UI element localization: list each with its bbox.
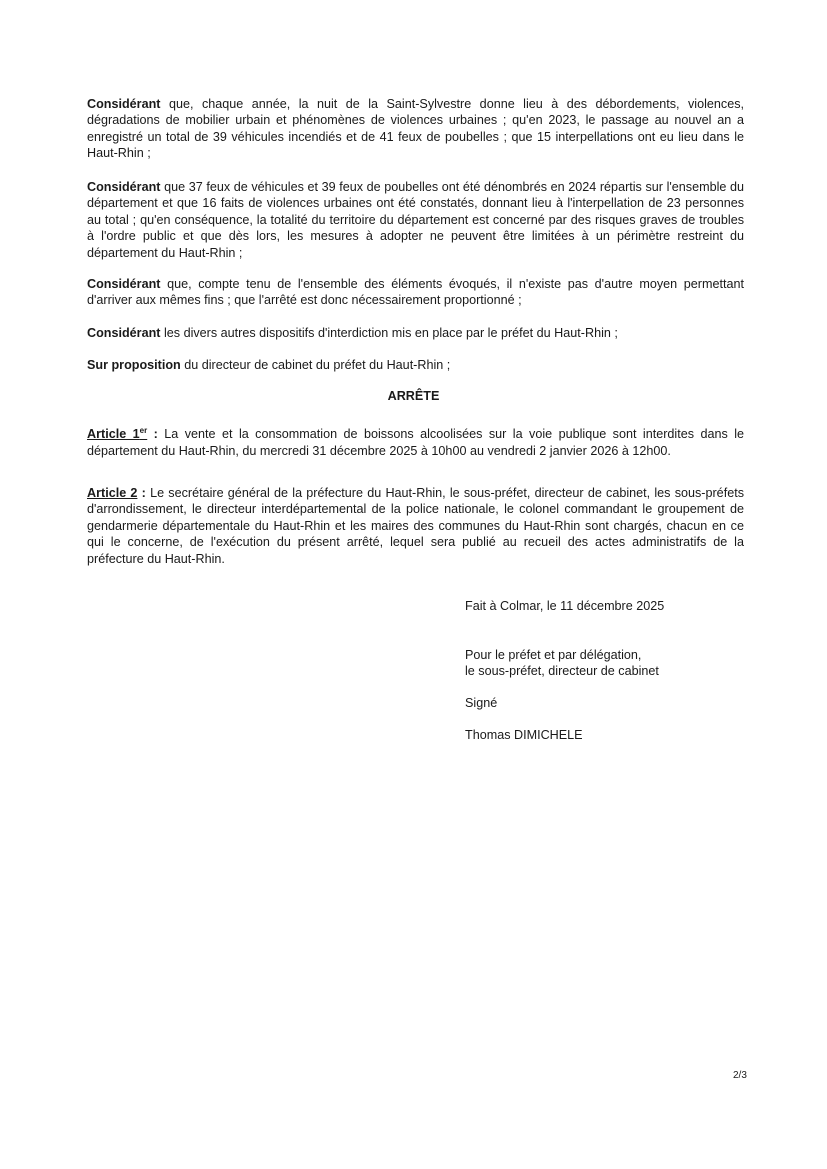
article-text: Le secrétaire général de la préfecture du Haut-Rhin, le sous-préfet, directeur de cabinet, les sous-préfets d'arrondissement, le directeur interdépartemental de la police nationale, le colonel commandant le groupement de gendarmerie départementale du Haut-Rhin et les maires des communes du Haut-Rhin sont chargés, chacun en ce qui le concerne, de l'exécution du présent arrêté, lequel sera publié au recueil des actes administratifs de la préfecture du Haut-Rhin. <box>87 486 744 566</box>
lead: Considérant <box>87 277 161 291</box>
paragraph-text: que, chaque année, la nuit de la Saint-Sylvestre donne lieu à des débordements, violences, dégradations de mobilier urbain et phénomènes de violences urbaines ; qu'en 2023, le passage au nouvel an a enregistré un total de 39 véhicules incendiés et de 41 feux de poubelles ; que 15 interpellations ont eu lieu dans le Haut-Rhin ; <box>87 97 744 161</box>
lead: Considérant <box>87 97 161 111</box>
separator: : <box>147 427 165 442</box>
separator: : <box>137 486 151 500</box>
paragraph-text: les divers autres dispositifs d'interdiction mis en place par le préfet du Haut-Rhin ; <box>160 326 618 340</box>
paragraph-text: du directeur de cabinet du préfet du Haut-Rhin ; <box>180 358 451 372</box>
lead: Considérant <box>87 180 161 194</box>
place-date: Fait à Colmar, le 11 décembre 2025 <box>465 599 665 613</box>
article-text: La vente et la consommation de boissons alcoolisées sur la voie publique sont interdites dans le département du Haut-Rhin, du mercredi 31 décembre 2025 à 10h00 au vendredi 2 janvier 2026 à 12h00. <box>87 427 744 458</box>
considerant-paragraph <box>87 96 744 162</box>
considerant-paragraph <box>87 325 744 341</box>
lead: Sur proposition <box>87 358 181 372</box>
page-number: 2/3 <box>733 1070 747 1081</box>
article-1 <box>87 423 744 459</box>
delegation-line-1: Pour le préfet et par délégation, <box>465 648 642 662</box>
article-label: Article 2 <box>87 486 138 500</box>
paragraph-text: que 37 feux de véhicules et 39 feux de poubelles ont été dénombrés en 2024 répartis sur l'ensemble du département et que 16 faits de violences urbaines ont été constatés, donnant lieu à l'interpellation de 23 personnes au total ; qu'en conséquence, la totalité du territoire du département est concerné par des risques graves de troubles à l'ordre public et que dès lors, les mesures à adopter ne peuvent être limitées à un périmètre restreint du département du Haut-Rhin ; <box>87 180 744 260</box>
paragraph-text: que, compte tenu de l'ensemble des éléments évoqués, il n'existe pas d'autre moyen permettant d'arriver aux mêmes fins ; que l'arrêté est donc nécessairement proportionné ; <box>87 277 744 308</box>
signatory-name: Thomas DIMICHELE <box>465 728 583 742</box>
decree-title: ARRÊTE <box>387 389 440 403</box>
lead: Considérant <box>87 326 161 340</box>
article-label: Article 1er <box>87 426 148 442</box>
signed-mention: Signé <box>465 696 498 710</box>
considerant-paragraph <box>87 276 744 309</box>
delegation-line-2: le sous-préfet, directeur de cabinet <box>465 664 659 678</box>
article-2 <box>87 485 744 567</box>
considerant-paragraph <box>87 179 744 261</box>
proposition-paragraph <box>87 357 744 373</box>
